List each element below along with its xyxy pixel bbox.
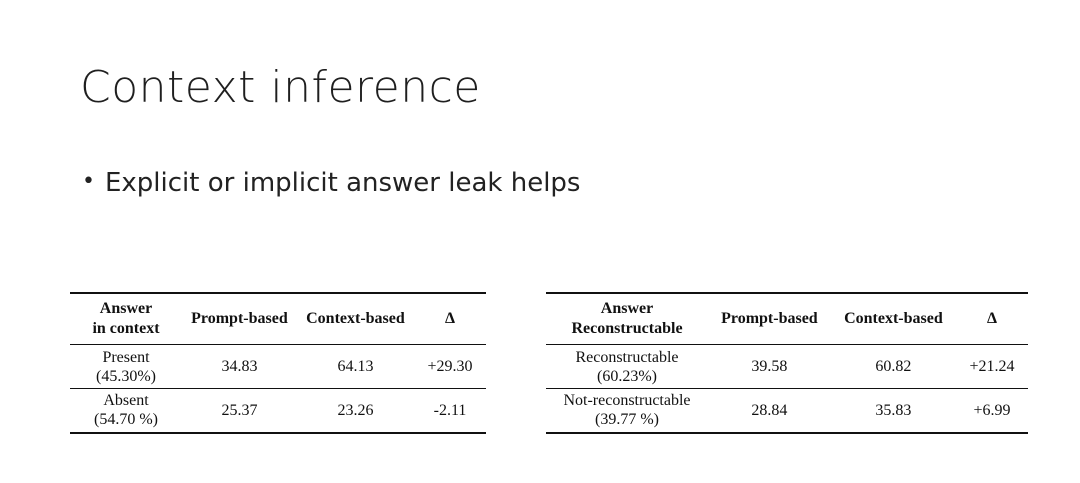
cell-context-based: 23.26 — [337, 401, 374, 419]
bullet-point — [82, 168, 580, 198]
row-label — [546, 345, 708, 389]
cell-delta: -2.11 — [433, 401, 467, 419]
cell-delta: +21.24 — [969, 358, 1015, 375]
row-label — [70, 345, 182, 389]
row-label — [546, 389, 708, 433]
row-label-percent: (39.77 %) — [595, 411, 659, 429]
table-header-row — [546, 293, 1028, 345]
header-context-based: Context-based — [844, 310, 943, 327]
row-label — [70, 389, 182, 433]
answer-in-context-table — [70, 292, 486, 434]
table-row — [70, 345, 486, 389]
row-label-percent: (60.23%) — [597, 367, 657, 385]
table-row — [546, 389, 1028, 433]
header-line: Reconstructable — [571, 320, 683, 337]
cell-delta: +29.30 — [427, 358, 473, 375]
cell-prompt-based: 28.84 — [751, 401, 788, 419]
slide-title: Context inference — [80, 62, 481, 113]
header-answer-in-context — [70, 293, 182, 345]
row-label-name: Present — [102, 348, 150, 366]
cell-context-based: 35.83 — [875, 401, 912, 419]
row-label-name: Absent — [103, 392, 149, 410]
header-context-based: Context-based — [306, 310, 405, 327]
header-line: Answer — [99, 300, 153, 317]
table-header-row — [70, 293, 486, 345]
header-prompt-based: Prompt-based — [721, 310, 818, 327]
header-prompt-based: Prompt-based — [191, 310, 288, 327]
cell-prompt-based: 34.83 — [221, 358, 258, 375]
row-label-percent: (45.30%) — [96, 367, 156, 385]
row-label-percent: (54.70 %) — [94, 411, 158, 429]
bullet-text: Explicit or implicit answer leak helps — [104, 168, 581, 198]
cell-context-based: 60.82 — [875, 358, 912, 375]
row-label-name: Reconstructable — [575, 348, 679, 366]
header-answer-reconstructable — [546, 293, 708, 345]
bullet-marker: • — [82, 169, 95, 194]
cell-context-based: 64.13 — [337, 358, 374, 375]
header-delta: Δ — [986, 310, 998, 327]
cell-delta: +6.99 — [973, 401, 1011, 419]
header-line: in context — [92, 320, 160, 337]
cell-prompt-based: 39.58 — [751, 358, 788, 375]
cell-prompt-based: 25.37 — [221, 401, 258, 419]
header-line: Answer — [600, 300, 654, 317]
row-label-name: Not-reconstructable — [563, 392, 691, 410]
table-row — [70, 389, 486, 433]
header-delta: Δ — [444, 310, 456, 327]
table-row — [546, 345, 1028, 389]
answer-reconstructable-table — [546, 292, 1028, 434]
